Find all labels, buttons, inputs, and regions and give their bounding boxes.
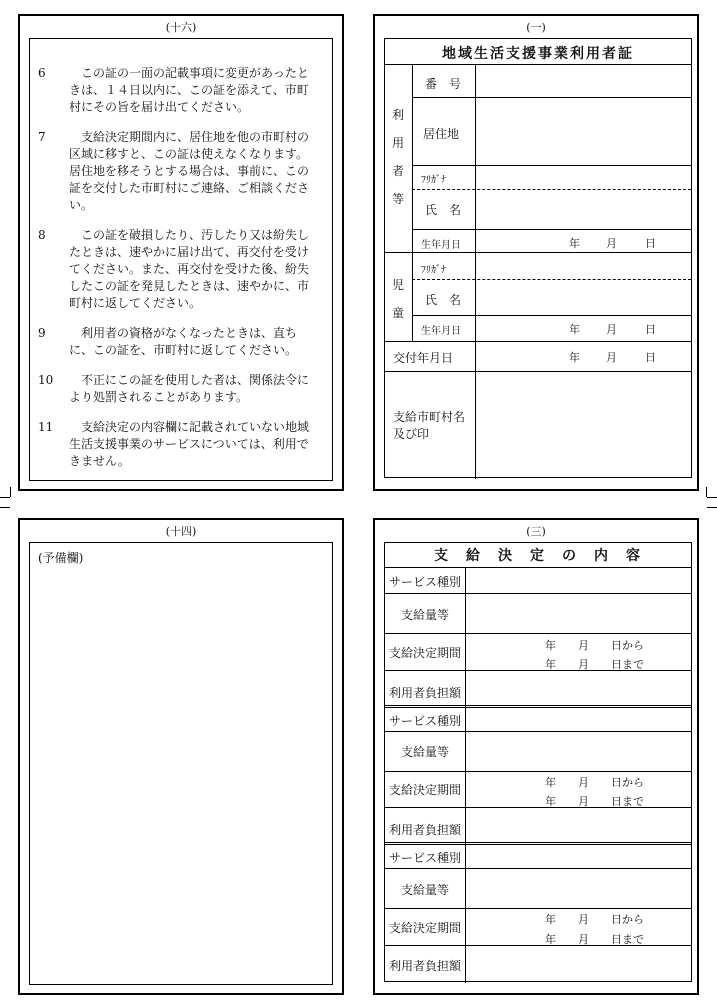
period-to: 年 月 日まで <box>545 933 644 946</box>
issue-day: 日 <box>645 351 656 364</box>
amount-label: 支給量等 <box>401 745 450 759</box>
panel-title: (三) <box>526 525 546 538</box>
period-from: 年 月 日から <box>545 776 644 789</box>
period-label: 支給決定期間 <box>389 921 462 935</box>
issue-month: 月 <box>606 351 617 364</box>
crop-mark <box>707 497 717 498</box>
notes-panel <box>18 14 344 491</box>
decision-heading: 支 給 決 定 の 内 容 <box>434 548 642 564</box>
crop-mark <box>0 507 10 508</box>
certificate-table <box>384 38 692 478</box>
decision-panel <box>373 518 699 995</box>
child-furigana-label: ﾌﾘｶﾞﾅ <box>421 265 446 276</box>
crop-mark <box>0 497 10 498</box>
panel-title: (十四) <box>165 525 197 538</box>
child-birth-month: 月 <box>606 323 617 336</box>
user-certificate-panel <box>373 14 699 491</box>
note-item: 11 支給決定の内容欄に記載されていない地域生活支援事業のサービスについては、利用できません。 <box>38 420 310 468</box>
note-item: 8 この証を破損したり、汚したり又は紛失したときは、速やかに届け出て、再交付を受けてください。また、再交付を受けた後、紛失したこの証を発見したときは、速やかに、市町村に返してください。 <box>38 228 310 310</box>
number-label: 番 号 <box>425 77 462 91</box>
service-label: サービス種別 <box>389 851 462 865</box>
period-label: 支給決定期間 <box>389 646 462 660</box>
panel-title: (一) <box>526 21 546 34</box>
user-group-label: 利用者等 <box>391 108 404 206</box>
municipality-seal-label: 及び印 <box>393 427 430 441</box>
reserve-panel <box>18 518 344 995</box>
crop-mark <box>707 507 717 508</box>
birth-day: 日 <box>645 237 656 250</box>
child-group-label: 児童 <box>391 278 404 320</box>
period-from: 年 月 日から <box>545 913 644 926</box>
birth-label: 生年月日 <box>421 240 461 251</box>
municipality-label: 支給市町村名 <box>393 410 466 424</box>
burden-label: 利用者負担額 <box>389 686 462 700</box>
period-label: 支給決定期間 <box>389 783 462 797</box>
child-birth-year: 年 <box>569 323 580 336</box>
crop-mark <box>706 487 707 497</box>
note-item: 7 支給決定期間内に、居住地を他の市町村の区域に移すと、この証は使えなくなります。居住地を移そうとする場合は、事前に、この証を交付した市町村にご連絡、ご相談ください。 <box>38 130 310 212</box>
name-label: 氏 名 <box>425 203 462 217</box>
birth-month: 月 <box>606 237 617 250</box>
address-label: 居住地 <box>423 127 460 141</box>
period-to: 年 月 日まで <box>545 795 644 808</box>
amount-label: 支給量等 <box>401 883 450 897</box>
notes-list <box>34 49 310 483</box>
reserve-label: (予備欄) <box>38 551 84 565</box>
panel-title: (十六) <box>165 21 197 34</box>
notes-frame <box>29 38 333 481</box>
service-label: サービス種別 <box>389 575 462 589</box>
burden-label: 利用者負担額 <box>389 959 462 973</box>
child-name-label: 氏 名 <box>425 293 462 307</box>
reserve-frame <box>29 542 333 985</box>
note-item: 6 この証の一面の記載事項に変更があったときは、１４日以内に、この証を添えて、市町村にその旨を届け出てください。 <box>38 66 309 114</box>
decision-table <box>384 542 692 982</box>
note-item: 10 不正にこの証を使用した者は、関係法令により処罰されることがあります。 <box>38 373 310 404</box>
furigana-label: ﾌﾘｶﾞﾅ <box>421 175 446 186</box>
note-item: 9 利用者の資格がなくなったときは、直ちに、この証を、市町村に返してください。 <box>38 326 298 357</box>
burden-label: 利用者負担額 <box>389 823 462 837</box>
birth-year: 年 <box>569 237 580 250</box>
issue-date-label: 交付年月日 <box>393 351 454 365</box>
period-to: 年 月 日まで <box>545 658 644 671</box>
issue-year: 年 <box>569 351 580 364</box>
certificate-heading: 地域生活支援事業利用者証 <box>442 46 634 62</box>
service-label: サービス種別 <box>389 714 462 728</box>
amount-label: 支給量等 <box>401 608 450 622</box>
child-birth-day: 日 <box>645 323 656 336</box>
crop-mark <box>10 487 11 497</box>
child-birth-label: 生年月日 <box>421 326 461 337</box>
period-from: 年 月 日から <box>545 639 644 652</box>
